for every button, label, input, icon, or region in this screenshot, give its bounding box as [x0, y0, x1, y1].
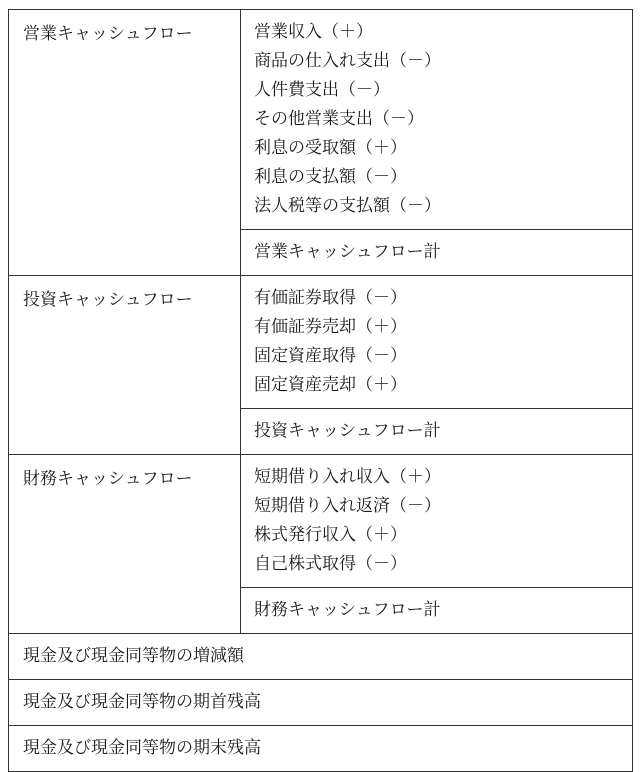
total-label: 投資キャッシュフロー計 [254, 421, 441, 441]
investing-cf-total [241, 409, 633, 455]
list-item: 株式発行収入（＋） [254, 525, 407, 545]
list-item: 利息の支払額（－） [254, 167, 407, 187]
cash-beginning-cell [9, 680, 633, 726]
total-label: 営業キャッシュフロー計 [254, 242, 441, 262]
investing-cf-items-row [9, 276, 633, 409]
summary-label: 現金及び現金同等物の期首残高 [23, 692, 261, 712]
financing-cf-category [9, 455, 241, 634]
list-item: 法人税等の支払額（－） [254, 196, 441, 216]
cash-beginning-row [9, 680, 633, 726]
investing-cf-category [9, 276, 241, 455]
summary-label: 現金及び現金同等物の期末残高 [23, 738, 261, 758]
category-label: 財務キャッシュフロー [23, 469, 193, 489]
financing-cf-total [241, 588, 633, 634]
list-item: 利息の受取額（＋） [254, 138, 407, 158]
cash-ending-cell [9, 726, 633, 772]
total-label: 財務キャッシュフロー計 [254, 600, 441, 620]
cash-change-cell [9, 634, 633, 680]
list-item: 有価証券取得（－） [254, 288, 407, 308]
list-item: 商品の仕入れ支出（－） [254, 51, 441, 71]
financing-cf-items-row [9, 455, 633, 588]
list-item: 自己株式取得（－） [254, 554, 407, 574]
cash-flow-table [8, 9, 633, 772]
operating-cf-category [9, 10, 241, 276]
list-item: 固定資産取得（－） [254, 346, 407, 366]
summary-label: 現金及び現金同等物の増減額 [23, 646, 244, 666]
list-item: 短期借り入れ返済（－） [254, 496, 441, 516]
list-item: 短期借り入れ収入（＋） [254, 467, 441, 487]
list-item: 人件費支出（－） [254, 80, 390, 100]
operating-cf-items [241, 10, 633, 230]
category-label: 投資キャッシュフロー [23, 290, 193, 310]
category-label: 営業キャッシュフロー [23, 24, 193, 44]
cash-ending-row [9, 726, 633, 772]
list-item: 固定資産売却（＋） [254, 375, 407, 395]
investing-cf-items [241, 276, 633, 409]
list-item: 営業収入（＋） [254, 22, 373, 42]
financing-cf-items [241, 455, 633, 588]
operating-cf-total [241, 230, 633, 276]
cash-change-row [9, 634, 633, 680]
operating-cf-items-row [9, 10, 633, 230]
list-item: その他営業支出（－） [254, 109, 424, 129]
list-item: 有価証券売却（＋） [254, 317, 407, 337]
